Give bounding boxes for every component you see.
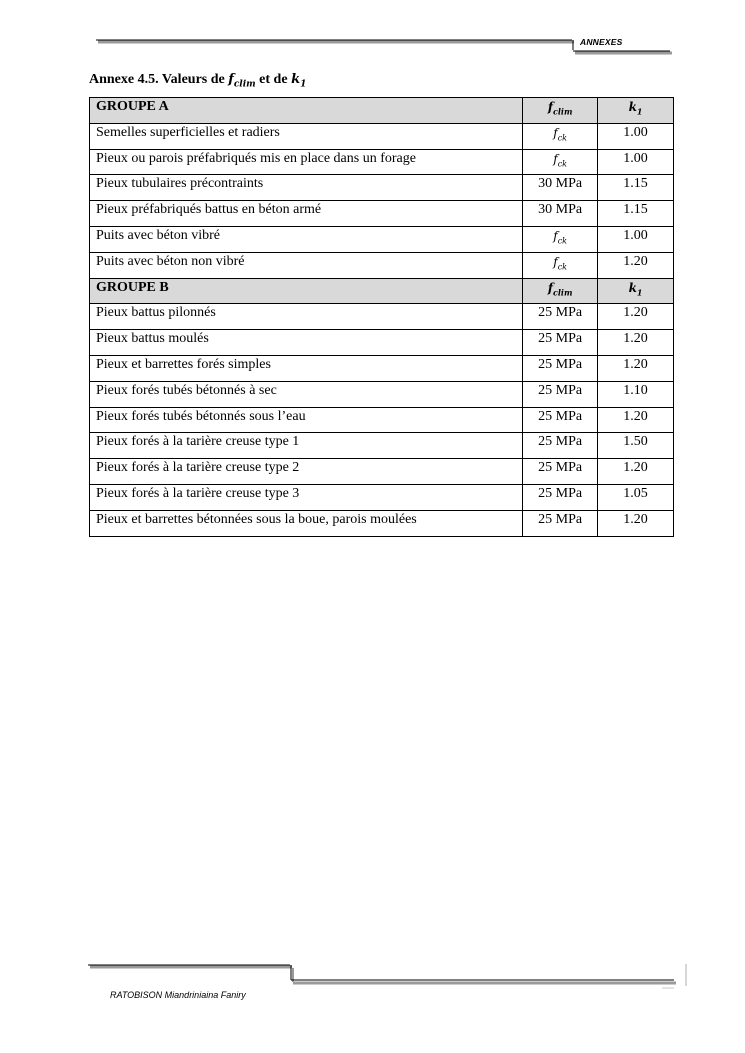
row-label: Puits avec béton non vibré xyxy=(90,252,523,278)
table-row xyxy=(90,175,674,201)
group-header-row xyxy=(90,98,674,124)
row-k1: 1.15 xyxy=(598,201,674,227)
row-fclim: 30 MPa xyxy=(523,201,598,227)
group-name: GROUPE B xyxy=(90,278,523,304)
row-k1: 1.00 xyxy=(598,123,674,149)
row-k1: 1.15 xyxy=(598,175,674,201)
col-header-fclim: $f_{clim}$ xyxy=(523,98,598,124)
table-row xyxy=(90,433,674,459)
row-label: Pieux préfabriqués battus en béton armé xyxy=(90,201,523,227)
table-row xyxy=(90,459,674,485)
row-label: Pieux et barrettes bétonnées sous la boue, parois moulées xyxy=(90,510,523,536)
row-label: Pieux forés à la tarière creuse type 3 xyxy=(90,484,523,510)
table-row xyxy=(90,330,674,356)
table-row xyxy=(90,304,674,330)
row-fclim: $f_{ck}$ xyxy=(523,149,598,175)
row-k1: 1.05 xyxy=(598,484,674,510)
row-k1: 1.20 xyxy=(598,510,674,536)
title-symbol-f: $f_{clim}$ xyxy=(228,72,256,90)
row-label: Pieux tubulaires précontraints xyxy=(90,175,523,201)
table-row xyxy=(90,149,674,175)
row-k1: 1.20 xyxy=(598,330,674,356)
row-label: Pieux forés à la tarière creuse type 2 xyxy=(90,459,523,485)
row-fclim: 25 MPa xyxy=(523,459,598,485)
title-mid: et de xyxy=(255,72,292,87)
row-fclim: 25 MPa xyxy=(523,484,598,510)
table-row xyxy=(90,226,674,252)
table-row xyxy=(90,407,674,433)
row-fclim: 30 MPa xyxy=(523,175,598,201)
group-name: GROUPE A xyxy=(90,98,523,124)
row-fclim: 25 MPa xyxy=(523,381,598,407)
row-label: Semelles superficielles et radiers xyxy=(90,123,523,149)
values-table xyxy=(89,97,674,537)
row-k1: 1.50 xyxy=(598,433,674,459)
footer-author: RATOBISON Miandriniaina Faniry xyxy=(110,990,246,1000)
group-header-row xyxy=(90,278,674,304)
table-row xyxy=(90,252,674,278)
row-k1: 1.20 xyxy=(598,407,674,433)
col-header-k1: $k_1$ xyxy=(598,278,674,304)
table-row xyxy=(90,355,674,381)
row-fclim: 25 MPa xyxy=(523,330,598,356)
row-label: Pieux forés tubés bétonnés sous l’eau xyxy=(90,407,523,433)
col-header-fclim: $f_{clim}$ xyxy=(523,278,598,304)
row-fclim: $f_{ck}$ xyxy=(523,226,598,252)
row-fclim: 25 MPa xyxy=(523,510,598,536)
table-row xyxy=(90,201,674,227)
table-row xyxy=(90,123,674,149)
row-fclim: 25 MPa xyxy=(523,433,598,459)
header-section-label: ANNEXES xyxy=(580,37,623,47)
row-fclim: $f_{ck}$ xyxy=(523,252,598,278)
row-k1: 1.20 xyxy=(598,355,674,381)
row-label: Pieux ou parois préfabriqués mis en place dans un forage xyxy=(90,149,523,175)
row-label: Pieux et barrettes forés simples xyxy=(90,355,523,381)
row-label: Pieux forés tubés bétonnés à sec xyxy=(90,381,523,407)
row-label: Pieux battus pilonnés xyxy=(90,304,523,330)
table-row xyxy=(90,381,674,407)
title-symbol-k: $k_1$ xyxy=(291,72,307,90)
row-k1: 1.20 xyxy=(598,459,674,485)
row-k1: 1.20 xyxy=(598,304,674,330)
row-fclim: 25 MPa xyxy=(523,304,598,330)
row-label: Puits avec béton vibré xyxy=(90,226,523,252)
table-row xyxy=(90,484,674,510)
table-row xyxy=(90,510,674,536)
row-fclim: 25 MPa xyxy=(523,355,598,381)
col-header-k1: $k_1$ xyxy=(598,98,674,124)
row-k1: 1.20 xyxy=(598,252,674,278)
row-k1: 1.00 xyxy=(598,149,674,175)
row-k1: 1.00 xyxy=(598,226,674,252)
row-fclim: $f_{ck}$ xyxy=(523,123,598,149)
row-label: Pieux forés à la tarière creuse type 1 xyxy=(90,433,523,459)
row-label: Pieux battus moulés xyxy=(90,330,523,356)
row-fclim: 25 MPa xyxy=(523,407,598,433)
row-k1: 1.10 xyxy=(598,381,674,407)
page-title xyxy=(89,72,306,90)
title-prefix: Annexe 4.5. Valeurs de xyxy=(89,72,229,87)
